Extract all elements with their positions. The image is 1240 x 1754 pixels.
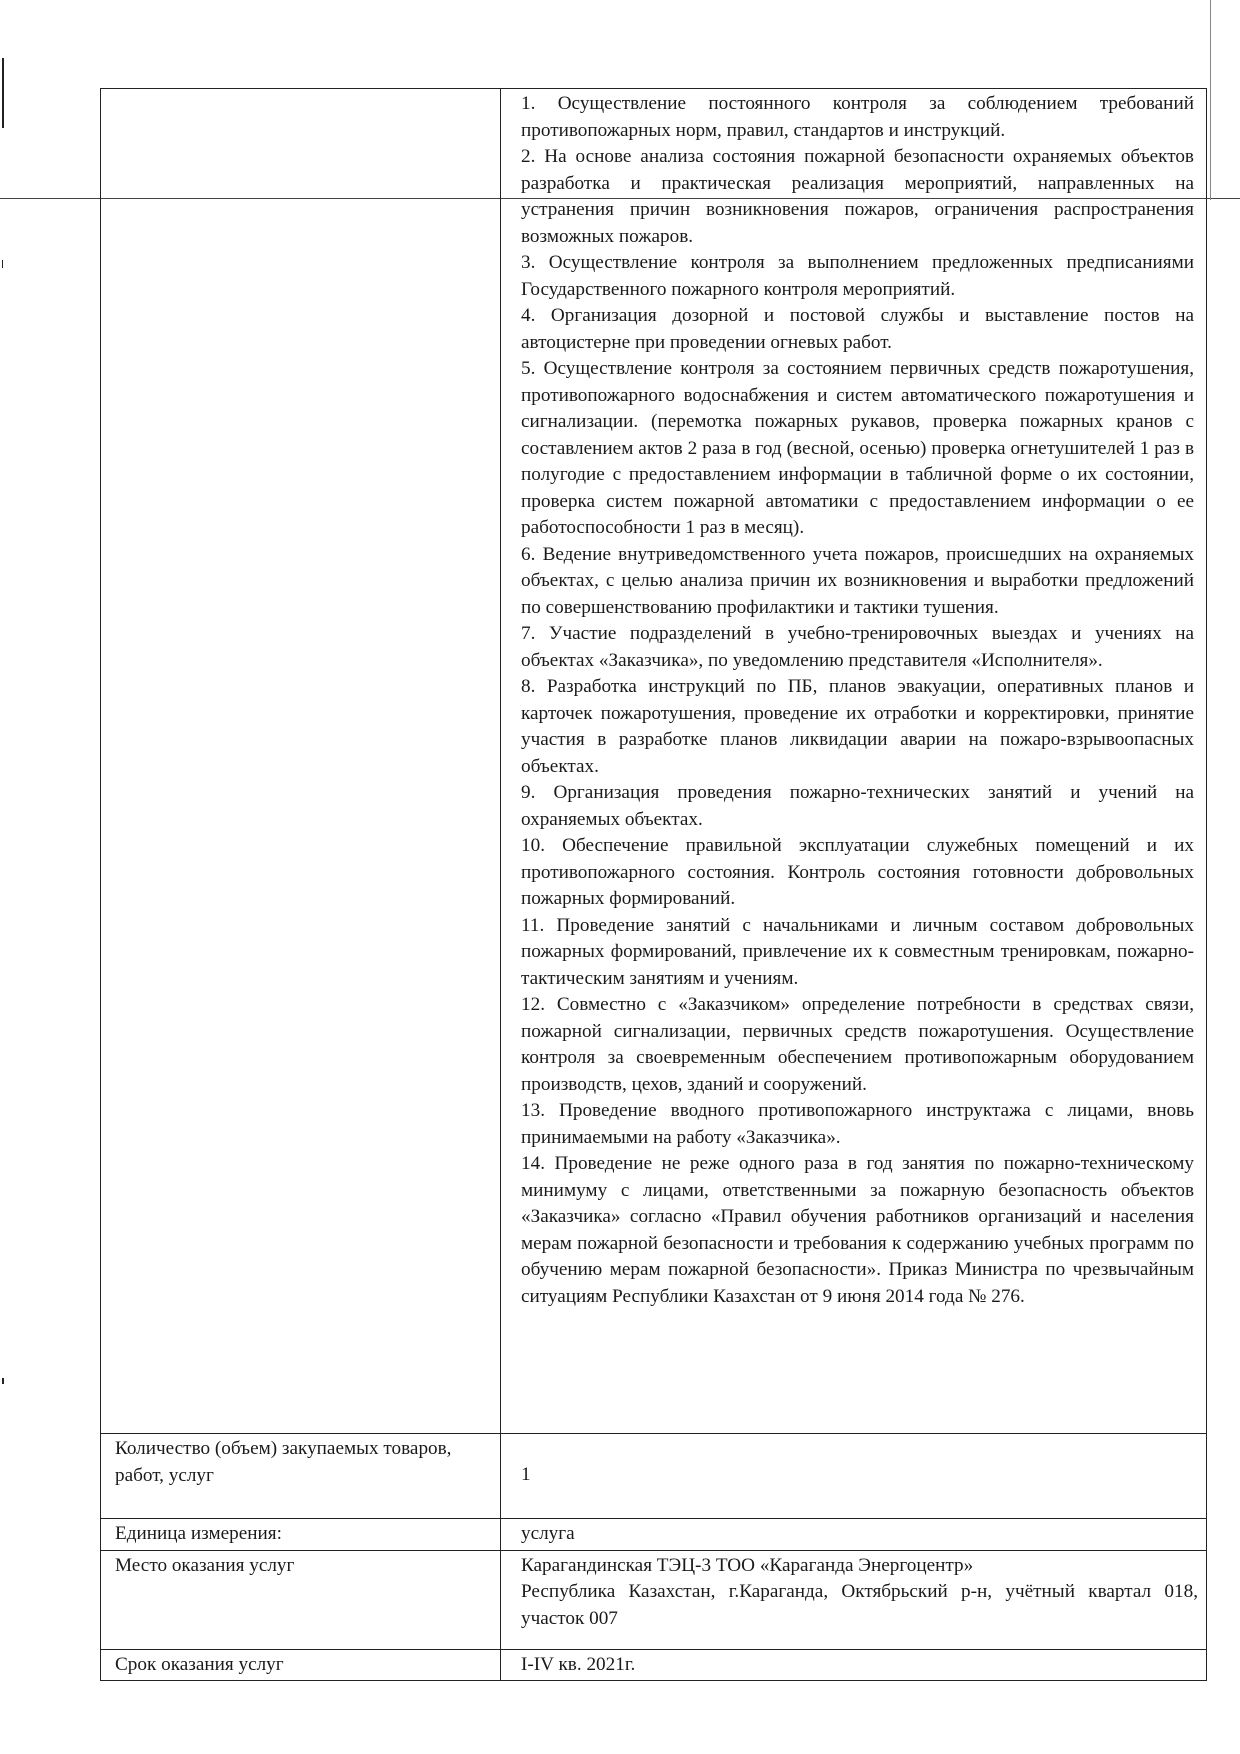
- duties-label-cell: [101, 89, 501, 1434]
- duty-item: 14. Проведение не реже одного раза в год занятия по пожарно-техническому минимуму с лицами, ответственными за пожарную безопасность объектов «Заказчика» согласно «Правил обучения работников организаций и населения мерам пожарной безопасности и требования к содержанию учебных программ по обучению мерам пожарной безопасности». Приказ Министра по чрезвычайным ситуациям Республики Казахстан от 9 июня 2014 года № 276.: [521, 1153, 1194, 1307]
- quantity-row: [101, 1434, 1207, 1519]
- requirements-table: [100, 88, 1207, 1681]
- quantity-label: Количество (объем) закупаемых товаров, работ, услуг: [101, 1434, 501, 1519]
- duty-item: 4. Организация дозорной и постовой службы и выставление постов на автоцистерне при проведении огневых работ.: [521, 305, 1194, 353]
- scan-margin-mark: [2, 260, 3, 268]
- unit-label: Единица измерения:: [101, 1519, 501, 1551]
- unit-value: услуга: [501, 1519, 1207, 1551]
- term-value: I-IV кв. 2021г.: [501, 1649, 1207, 1681]
- duty-item: 12. Совместно с «Заказчиком» определение потребности в средствах связи, пожарной сигнализации, первичных средств пожаротушения. Осуществление контроля за своевременным обеспечением противопожарным оборудованием производств, цехов, зданий и сооружений.: [521, 994, 1194, 1095]
- duty-item: 7. Участие подразделений в учебно-тренировочных выездах и учениях на объектах «Заказчика», по уведомлению представителя «Исполнителя».: [521, 623, 1194, 671]
- quantity-value: [501, 1434, 1207, 1519]
- duty-item: 10. Обеспечение правильной эксплуатации служебных помещений и их противопожарного состояния. Контроль состояния готовности добровольных пожарных формирований.: [521, 835, 1194, 909]
- scan-margin-mark: [2, 58, 4, 128]
- scan-horizontal-line: [1210, 0, 1211, 200]
- scan-margin-mark: [2, 1378, 4, 1384]
- unit-row: [101, 1519, 1207, 1551]
- duty-item: 11. Проведение занятий с начальниками и личным составом добровольных пожарных формирований, привлечение их к совместным тренировкам, пожарно-тактическим занятиям и учениям.: [521, 914, 1194, 989]
- quantity-value-text: 1: [521, 1464, 531, 1485]
- place-value: [501, 1550, 1207, 1649]
- duty-item: 6. Ведение внутриведомственного учета пожаров, происшедших на охраняемых объектах, с целью анализа причин их возникновения и выработки предложений по совершенствованию профилактики и тактики тушения.: [521, 543, 1194, 618]
- duty-item: 3. Осуществление контроля за выполнением предложенных предписаниями Государственного пожарного контроля мероприятий.: [521, 252, 1194, 300]
- duty-item: 8. Разработка инструкций по ПБ, планов эвакуации, оперативных планов и карточек пожаротушения, проведение их отработки и корректировки, принятие участия в разработке планов ликвидации аварии на пожаро-взрывоопасных объектах.: [521, 676, 1194, 777]
- duty-item: 5. Осуществление контроля за состоянием первичных средств пожаротушения, противопожарного водоснабжения и систем автоматического пожаротушения и сигнализации. (перемотка пожарных рукавов, проверка пожарных кранов с составлением актов 2 раза в год (весной, осенью) проверка огнетушителей 1 раз в полугодие с предоставлением информации в табличной форме о их состоянии, проверка систем пожарной автоматики с предоставлением информации о ее работоспособности 1 раз в месяц).: [521, 358, 1194, 538]
- duties-cell: [501, 89, 1207, 1434]
- place-value-line2: Республика Казахстан, г.Караганда, Октябрьский р-н, учётный квартал 018, участок 007: [521, 1581, 1198, 1629]
- place-value-line1: Карагандинская ТЭЦ-3 ТОО «Караганда Энергоцентр»: [521, 1554, 974, 1576]
- duties-row: [101, 89, 1207, 1434]
- term-label: Срок оказания услуг: [101, 1649, 501, 1681]
- duty-item: 2. На основе анализа состояния пожарной безопасности охраняемых объектов разработка и практическая реализация мероприятий, направленных на устранения причин возникновения пожаров, ограничения распространения возможных пожаров.: [521, 146, 1194, 247]
- place-label: Место оказания услуг: [101, 1550, 501, 1649]
- term-row: [101, 1649, 1207, 1681]
- duty-item: 13. Проведение вводного противопожарного инструктажа с лицами, вновь принимаемыми на работу «Заказчика».: [521, 1100, 1194, 1148]
- duty-item: 9. Организация проведения пожарно-технических занятий и учений на охраняемых объектах.: [521, 782, 1194, 830]
- duty-item: 1. Осуществление постоянного контроля за соблюдением требований противопожарных норм, правил, стандартов и инструкций.: [521, 93, 1194, 141]
- place-row: [101, 1550, 1207, 1649]
